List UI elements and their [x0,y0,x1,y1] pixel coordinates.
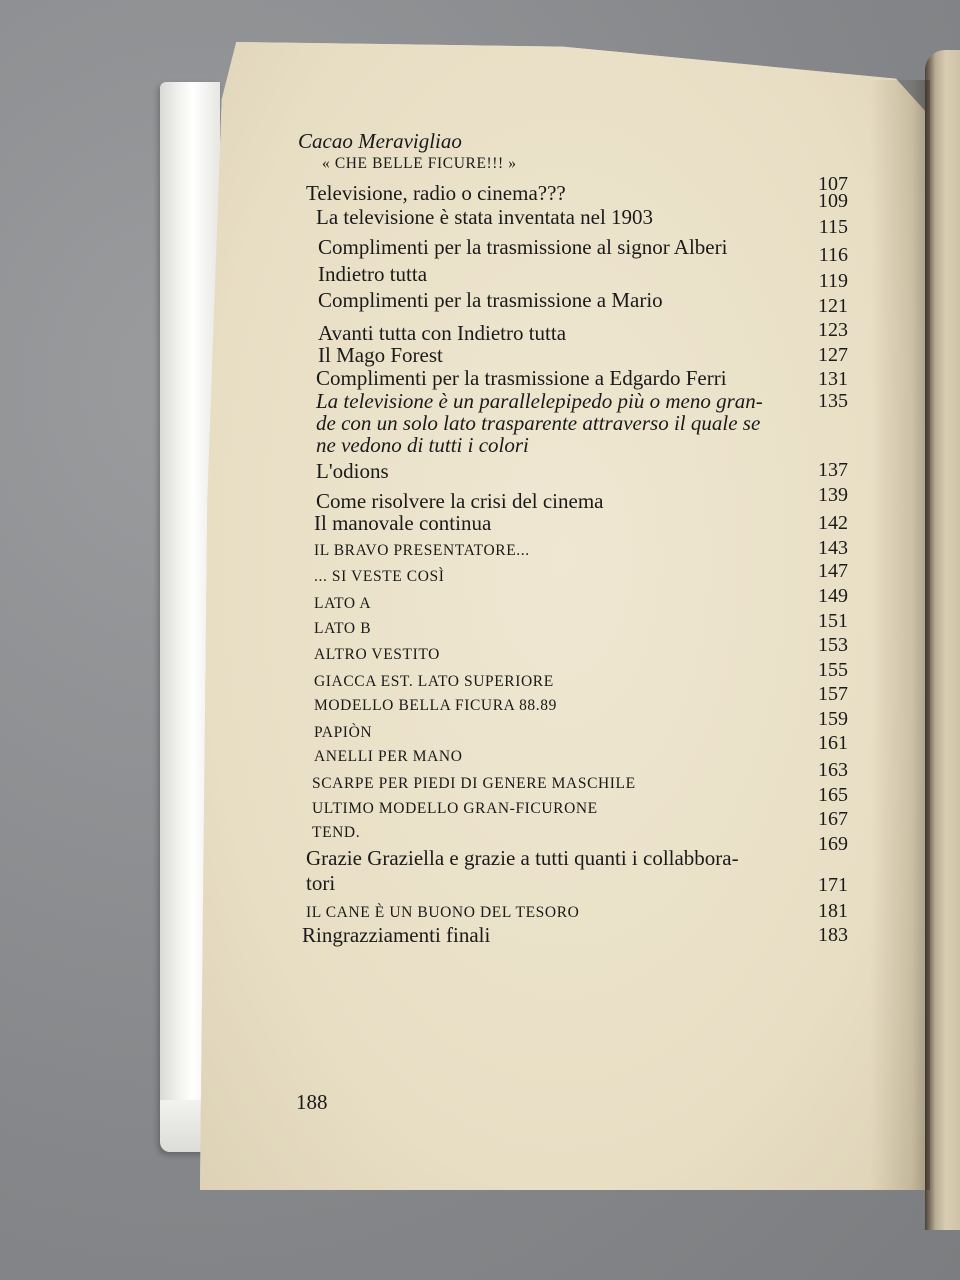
toc-entry-page: 163 [818,759,848,781]
toc-entry-page: 107 [818,173,848,195]
toc-entry-title: L'odions [316,459,389,483]
toc-entry-page: 181 [818,900,848,922]
toc-entry-page: 109 [818,190,848,212]
toc-entry-page: 135 [818,390,848,412]
toc-entry-title: La televisione è stata inventata nel 1903 [316,205,654,229]
toc-entry-title: Complimenti per la trasmissione a Mario [318,288,663,312]
toc-entry-page: 116 [818,244,848,266]
toc-entry-page: 119 [818,270,848,292]
toc-entry-title: Il manovale continua [314,511,492,535]
toc-entry-page: 157 [818,683,848,705]
toc-entry-page: 153 [818,634,848,656]
toc-entry-page: 155 [818,659,848,681]
gutter-shadow [870,80,930,1190]
toc-entry-title: « CHE BELLE FICURE!!! » [322,155,517,172]
toc-entry-title: Indietro tutta [318,262,428,286]
toc-entry-page: 183 [818,924,848,946]
toc-entry-title: ALTRO VESTITO [314,646,440,663]
toc-entry-page: 137 [818,459,848,481]
toc-entry-title: Come risolvere la crisi del cinema [316,489,604,513]
toc-entry-title: IL CANE È UN BUONO DEL TESORO [306,904,580,921]
toc-entry-title: Avanti tutta con Indietro tutta [318,321,567,345]
facing-page-edge [925,50,960,1230]
toc-entry-title: Cacao Meravigliao [298,129,462,153]
toc-entry-page: 171 [818,874,848,896]
toc-entry-page: 131 [818,368,848,390]
toc-entry-title: Complimenti per la trasmissione al signor Alberi [318,235,728,259]
toc-entry-page: 142 [818,512,848,534]
toc-entry-title: SCARPE PER PIEDI DI GENERE MASCHILE [312,775,636,792]
toc-entry-page: 167 [818,808,848,830]
toc-entry-title: La televisione è un parallelepipedo più o meno gran- [316,389,763,413]
toc-entry-title: ANELLI PER MANO [314,748,463,765]
toc-entry-page: 143 [818,537,848,559]
toc-entry-page: 151 [818,610,848,632]
toc-entry-title: ... SI VESTE COSÌ [314,568,445,585]
toc-entry-page: 165 [818,784,848,806]
toc-entry-title: GIACCA EST. LATO SUPERIORE [314,673,554,690]
toc-entry-title: PAPIÒN [314,724,373,741]
toc-entry-title: Il Mago Forest [318,343,443,367]
toc-entry-title: MODELLO BELLA FICURA 88.89 [314,697,557,714]
toc-entry-title: IL BRAVO PRESENTATORE... [314,542,530,559]
toc-entry-title: LATO A [314,595,372,612]
toc-entry-page: 149 [818,585,848,607]
toc-entry-title: Complimenti per la trasmissione a Edgardo Ferri [316,366,727,390]
toc-entry-title: de con un solo lato trasparente attraverso il quale se [316,411,761,435]
toc-entry-title: Televisione, radio o cinema??? [306,181,566,205]
page-number: 188 [296,1090,328,1114]
toc-entry-title: TEND. [312,824,361,841]
toc-entry-title: ULTIMO MODELLO GRAN-FICURONE [312,800,598,817]
toc-entry-title: Ringrazziamenti finali [302,923,491,947]
toc-entry-page: 161 [818,732,848,754]
toc-entry-page: 169 [818,833,848,855]
toc-entry-title: tori [306,871,336,895]
toc-entry-title: LATO B [314,620,372,637]
toc-entry-page: 115 [818,216,848,238]
toc-entry-page: 123 [818,319,848,341]
toc-entry-page: 121 [818,295,848,317]
toc-entry-page: 127 [818,344,848,366]
toc-entry-title: ne vedono di tutti i colori [316,433,529,457]
toc-entry-page: 147 [818,560,848,582]
toc-entry-title: Grazie Graziella e grazie a tutti quanti i collabbora- [306,846,739,870]
toc-entry-page: 159 [818,708,848,730]
toc-entry-page: 139 [818,484,848,506]
